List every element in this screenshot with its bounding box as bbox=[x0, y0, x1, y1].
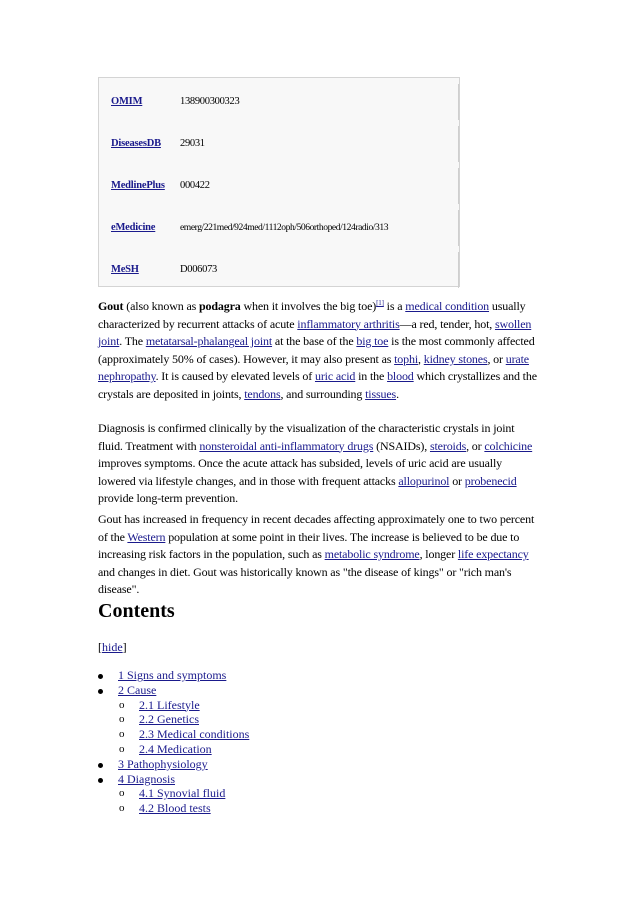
intro-paragraph-2 bbox=[98, 420, 538, 508]
infobox-value: D006073 bbox=[180, 264, 217, 275]
cell-divider bbox=[458, 252, 459, 288]
text: , longer bbox=[419, 547, 458, 562]
circle-bullet-icon: o bbox=[119, 698, 125, 711]
text: improves symptoms. Once the acute attack has subsided, levels of uric acid are usually lowered via lifestyle changes, and in those with frequent attacks bbox=[98, 456, 502, 488]
toc-link[interactable]: 2.2 Genetics bbox=[139, 712, 199, 727]
text: (NSAIDs), bbox=[373, 438, 430, 453]
infobox-row-diseasesdb bbox=[99, 123, 459, 165]
link-nsaids[interactable]: nonsteroidal anti-inflammatory drugs bbox=[199, 438, 374, 453]
text: and changes in diet. Gout was historically known as "the disease of kings" or "rich man's disease". bbox=[98, 564, 512, 597]
text: . It is caused by elevated levels of bbox=[155, 369, 315, 384]
text: Gout has increased in frequency in recent decades affecting approximately one to two percent of the bbox=[98, 512, 535, 544]
toc-link[interactable]: 1 Signs and symptoms bbox=[118, 668, 227, 682]
link-probenecid[interactable]: probenecid bbox=[464, 473, 517, 488]
infobox-table bbox=[98, 77, 460, 287]
toc-link[interactable]: 4.2 Blood tests bbox=[139, 801, 211, 816]
cell-divider bbox=[458, 168, 459, 204]
term-gout: Gout bbox=[98, 299, 124, 313]
link-urate-nephropathy[interactable]: urate nephropathy bbox=[98, 351, 529, 384]
text: in the bbox=[355, 369, 388, 384]
bullet-icon bbox=[98, 674, 103, 679]
text: population at some point in their lives. The increase is believed to be due to increasing risk factors in the population, such as bbox=[98, 529, 520, 562]
circle-bullet-icon: o bbox=[119, 728, 125, 741]
cell-divider bbox=[458, 126, 459, 162]
link-medical-condition[interactable]: medical condition bbox=[405, 299, 490, 313]
infobox-label-link[interactable]: MeSH bbox=[111, 264, 139, 275]
infobox-label-link[interactable]: DiseasesDB bbox=[111, 138, 161, 149]
cell-divider bbox=[458, 210, 459, 246]
infobox-row-medlineplus bbox=[99, 165, 459, 207]
infobox-label-link[interactable]: MedlinePlus bbox=[111, 180, 165, 191]
bullet-icon bbox=[98, 763, 103, 768]
circle-bullet-icon: o bbox=[119, 713, 125, 726]
infobox-label-link[interactable]: OMIM bbox=[111, 96, 143, 107]
link-tissues[interactable]: tissues bbox=[365, 386, 397, 401]
infobox-label-link[interactable]: eMedicine bbox=[111, 222, 156, 233]
link-colchicine[interactable]: colchicine bbox=[484, 438, 533, 453]
text: or bbox=[449, 473, 465, 488]
reference-link[interactable]: [1] bbox=[376, 299, 384, 307]
text: , bbox=[418, 351, 424, 366]
text: , and surrounding bbox=[280, 386, 366, 401]
bullet-icon bbox=[98, 778, 103, 783]
bracket: ] bbox=[122, 640, 127, 654]
term-podagra: podagra bbox=[199, 299, 241, 313]
link-kidney-stones[interactable]: kidney stones bbox=[423, 351, 488, 366]
link-western[interactable]: Western bbox=[127, 529, 166, 544]
text: Diagnosis is confirmed clinically by the visualization of the characteristic crystals in joint fluid. Treatment with bbox=[98, 421, 515, 453]
circle-bullet-icon: o bbox=[119, 802, 125, 815]
link-metabolic-syndrome[interactable]: metabolic syndrome bbox=[324, 547, 420, 562]
text: provide long-term prevention. bbox=[98, 491, 238, 506]
link-inflammatory-arthritis[interactable]: inflammatory arthritis bbox=[297, 316, 400, 331]
text: . bbox=[396, 386, 399, 401]
intro-paragraph-3 bbox=[98, 511, 538, 599]
bracket: [ bbox=[98, 640, 102, 654]
text: —a red, tender, hot, bbox=[399, 316, 495, 331]
toc-link[interactable]: 4.1 Synovial fluid bbox=[139, 786, 226, 801]
circle-bullet-icon: o bbox=[119, 787, 125, 800]
toc-title: Contents bbox=[98, 600, 175, 622]
link-allopurinol[interactable]: allopurinol bbox=[398, 473, 450, 488]
toc-hide-toggle bbox=[98, 640, 127, 655]
toc-link[interactable]: 2.4 Medication bbox=[139, 741, 212, 756]
text: which crystallizes and the crystals are deposited in joints, bbox=[98, 369, 537, 401]
text: at the base of the bbox=[272, 334, 357, 349]
link-tendons[interactable]: tendons bbox=[244, 386, 281, 401]
text: , or bbox=[487, 351, 506, 366]
link-mtp-joint[interactable]: metatarsal-phalangeal joint bbox=[145, 334, 273, 349]
text: usually characterized by recurrent attacks of acute bbox=[98, 299, 526, 331]
text: when it involves the big toe) bbox=[240, 299, 377, 313]
text: (also known as bbox=[123, 299, 199, 313]
toc-link[interactable]: 4 Diagnosis bbox=[118, 771, 175, 786]
toc-link[interactable]: 3 Pathophysiology bbox=[118, 756, 208, 771]
infobox-row-emedicine bbox=[99, 207, 459, 249]
intro-paragraph-1 bbox=[98, 298, 538, 404]
link-life-expectancy[interactable]: life expectancy bbox=[457, 547, 529, 562]
link-uric-acid[interactable]: uric acid bbox=[314, 369, 356, 384]
toc-link[interactable]: 2.1 Lifestyle bbox=[139, 697, 200, 712]
bullet-icon bbox=[98, 689, 103, 694]
circle-bullet-icon: o bbox=[119, 742, 125, 755]
infobox-value: 000422 bbox=[180, 180, 210, 191]
link-tophi[interactable]: tophi bbox=[394, 351, 419, 366]
infobox-value: 138900300323 bbox=[180, 96, 240, 107]
toc-link[interactable]: 2 Cause bbox=[118, 682, 157, 697]
text: , or bbox=[466, 438, 485, 453]
link-steroids[interactable]: steroids bbox=[429, 438, 467, 453]
link-big-toe[interactable]: big toe bbox=[356, 334, 389, 349]
infobox-value: emerg/221med/924med/1112oph/506orthoped/124radio/313 bbox=[180, 222, 389, 233]
hide-link[interactable]: hide bbox=[102, 640, 123, 654]
link-swollen-joint[interactable]: swollen joint bbox=[98, 316, 532, 349]
text: is a bbox=[383, 299, 406, 313]
cell-divider bbox=[458, 84, 459, 120]
toc-link[interactable]: 2.3 Medical conditions bbox=[139, 727, 250, 742]
text: . The bbox=[119, 334, 146, 349]
text: is the most commonly affected (approximately 50% of cases). However, it may also present as bbox=[98, 334, 535, 366]
infobox-row-mesh bbox=[99, 249, 459, 291]
infobox-value: 29031 bbox=[180, 138, 205, 149]
link-blood[interactable]: blood bbox=[387, 369, 414, 384]
infobox-row-omim bbox=[99, 81, 459, 123]
